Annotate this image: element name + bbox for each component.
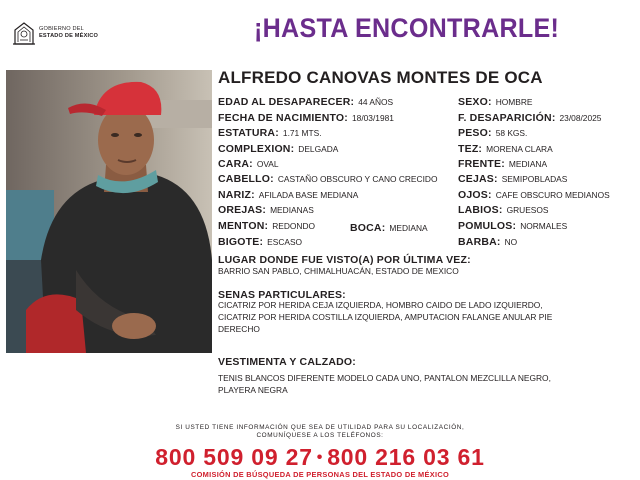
complexion-row: COMPLEXION: DELGADA [218, 143, 339, 155]
estatura-row: ESTATURA: 1.71 MTS. [218, 127, 322, 139]
cabello-value: CASTAÑO OBSCURO Y CANO CRECIDO [277, 174, 438, 184]
sexo-row: SEXO: HOMBRE [458, 96, 533, 108]
contact-note-line1: SI USTED TIENE INFORMACIÓN QUE SEA DE UTILIDAD PARA SU LOCALIZACIÓN, [175, 424, 465, 431]
senas-line1: CICATRIZ POR HERIDA CEJA IZQUIERDA, HOMBRO CAIDO DE LADO IZQUIERDO, [218, 300, 543, 310]
person-name: ALFREDO CANOVAS MONTES DE OCA [218, 68, 543, 87]
vestimenta-line2: PLAYERA NEGRA [218, 385, 288, 395]
ojos-value: CAFE OBSCURO MEDIANOS [495, 190, 610, 200]
cara-row: CARA: OVAL [218, 158, 279, 170]
menton-value: REDONDO [272, 221, 316, 231]
tez-value: MORENA CLARA [486, 144, 553, 154]
labios-value: GRUESOS [506, 205, 549, 215]
nacimiento-value: 18/03/1981 [352, 113, 394, 123]
cabello-row: CABELLO: CASTAÑO OBSCURO Y CANO CRECIDO [218, 173, 438, 185]
sexo-value: HOMBRE [495, 97, 533, 107]
person-photo-image [6, 70, 212, 353]
peso-row: PESO: 58 KGS. [458, 127, 528, 139]
labios-row: LABIOS: GRUESOS [458, 204, 549, 216]
missing-person-photo [6, 70, 212, 353]
bullet-separator: • [316, 449, 324, 466]
contact-note [0, 424, 640, 440]
nacimiento-row: FECHA DE NACIMIENTO: 18/03/1981 [218, 112, 394, 124]
boca-value: MEDIANA [389, 223, 428, 233]
senas-line3: DERECHO [218, 324, 260, 334]
ojos-row: OJOS: CAFE OBSCURO MEDIANOS [458, 189, 610, 201]
pomulos-row: POMULOS: NORMALES [458, 220, 568, 232]
senas-line2: CICATRIZ POR HERIDA COSTILLA IZQUIERDA, AMPUTACION FALANGE ANULAR PIE [218, 312, 553, 322]
phone-numbers [0, 444, 640, 471]
barba-value: NO [504, 237, 518, 247]
desaparicion-row: F. DESAPARICIÓN: 23/08/2025 [458, 112, 602, 124]
barba-row: BARBA: NO [458, 236, 518, 248]
nariz-row: NARIZ: AFILADA BASE MEDIANA [218, 189, 359, 201]
desaparicion-value: 23/08/2025 [559, 113, 602, 123]
menton-row: MENTON: REDONDO [218, 220, 316, 232]
frente-row: FRENTE: MEDIANA [458, 158, 548, 170]
commission-name: COMISIÓN DE BÚSQUEDA DE PERSONAS DEL ESTADO DE MÉXICO [190, 470, 450, 479]
phone-number-1: 800 509 09 27 [155, 444, 313, 470]
vestimenta-line1: TENIS BLANCOS DIFERENTE MODELO CADA UNO, PANTALON MEZCLILLA NEGRO, [218, 373, 551, 383]
cejas-row: CEJAS: SEMIPOBLADAS [458, 173, 568, 185]
frente-value: MEDIANA [508, 159, 548, 169]
state-emblem-icon [12, 20, 36, 46]
government-logo [12, 20, 132, 46]
lugar-label: LUGAR DONDE FUE VISTO(A) POR ÚLTIMA VEZ: [218, 254, 471, 266]
contact-note-line2: COMUNÍQUESE A LOS TELÉFONOS: [256, 432, 384, 439]
tez-row: TEZ: MORENA CLARA [458, 143, 553, 155]
estatura-value: 1.71 MTS. [282, 128, 322, 138]
bigote-value: ESCASO [267, 237, 303, 247]
edad-row: EDAD AL DESAPARECER: 44 AÑOS [218, 96, 394, 108]
phone-number-2: 800 216 03 61 [327, 444, 485, 470]
edad-value: 44 AÑOS [358, 97, 394, 107]
complexion-value: DELGADA [298, 144, 339, 154]
gov-line1: GOBIERNO DEL [39, 26, 84, 32]
lugar-text: BARRIO SAN PABLO, CHIMALHUACÁN, ESTADO DE MEXICO [218, 266, 459, 276]
cejas-value: SEMIPOBLADAS [501, 174, 568, 184]
senas-label: SENAS PARTICULARES: [218, 289, 346, 301]
nariz-value: AFILADA BASE MEDIANA [258, 190, 359, 200]
orejas-row: OREJAS: MEDIANAS [218, 204, 314, 216]
gov-line2: ESTADO DE MÉXICO [39, 33, 99, 39]
headline-title: ¡HASTA ENCONTRARLE! [254, 13, 560, 43]
cara-value: OVAL [256, 159, 279, 169]
boca-row: BOCA: MEDIANA [350, 222, 428, 234]
bigote-row: BIGOTE: ESCASO [218, 236, 303, 248]
orejas-value: MEDIANAS [270, 205, 314, 215]
peso-value: 58 KGS. [495, 128, 528, 138]
vestimenta-label: VESTIMENTA Y CALZADO: [218, 356, 356, 368]
pomulos-value: NORMALES [520, 221, 568, 231]
